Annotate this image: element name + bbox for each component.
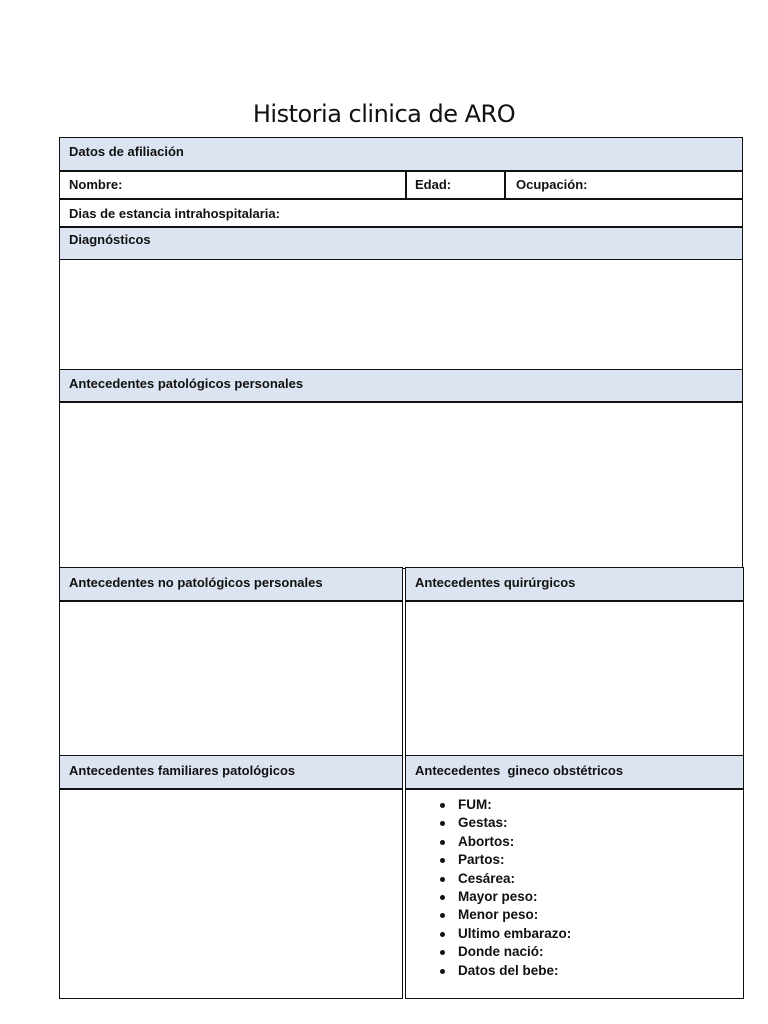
app-area[interactable] <box>59 401 743 569</box>
nombre-label: Nombre: <box>69 177 123 192</box>
ocupacion-label: Ocupación: <box>516 177 588 192</box>
gineco-label: Antecedentes gineco obstétricos <box>415 763 624 778</box>
gineco-item-cesarea: Cesárea: <box>440 870 571 888</box>
gineco-item-abortos: Abortos: <box>440 833 571 851</box>
dias-label: Dias de estancia intrahospitalaria: <box>69 206 280 221</box>
diagnosticos-label: Diagnósticos <box>69 232 151 247</box>
page-title: Historia clinica de ARO <box>252 100 516 128</box>
gineco-item-datos-bebe: Datos del bebe: <box>440 962 571 980</box>
gineco-item-ultimo-embarazo: Ultimo embarazo: <box>440 925 571 943</box>
gineco-item-gestas: Gestas: <box>440 814 571 832</box>
quirurgicos-area[interactable] <box>405 600 744 757</box>
gineco-item-fum: FUM: <box>440 796 571 814</box>
gineco-item-donde-nacio: Donde nació: <box>440 943 571 961</box>
edad-label: Edad: <box>415 177 452 192</box>
diagnosticos-area[interactable] <box>59 259 743 371</box>
diagnosticos-header <box>59 227 743 260</box>
gineco-item-mayor-peso: Mayor peso: <box>440 888 571 906</box>
familiares-label: Antecedentes familiares patológicos <box>69 763 296 778</box>
gineco-item-menor-peso: Menor peso: <box>440 906 571 924</box>
app-label: Antecedentes patológicos personales <box>69 376 304 391</box>
anpp-label: Antecedentes no patológicos personales <box>69 575 323 590</box>
quirurgicos-label: Antecedentes quirúrgicos <box>415 575 576 590</box>
anpp-area[interactable] <box>59 600 403 757</box>
familiares-area[interactable] <box>59 788 403 999</box>
afiliacion-label: Datos de afiliación <box>69 144 184 159</box>
gineco-list <box>440 796 571 980</box>
gineco-item-partos: Partos: <box>440 851 571 869</box>
